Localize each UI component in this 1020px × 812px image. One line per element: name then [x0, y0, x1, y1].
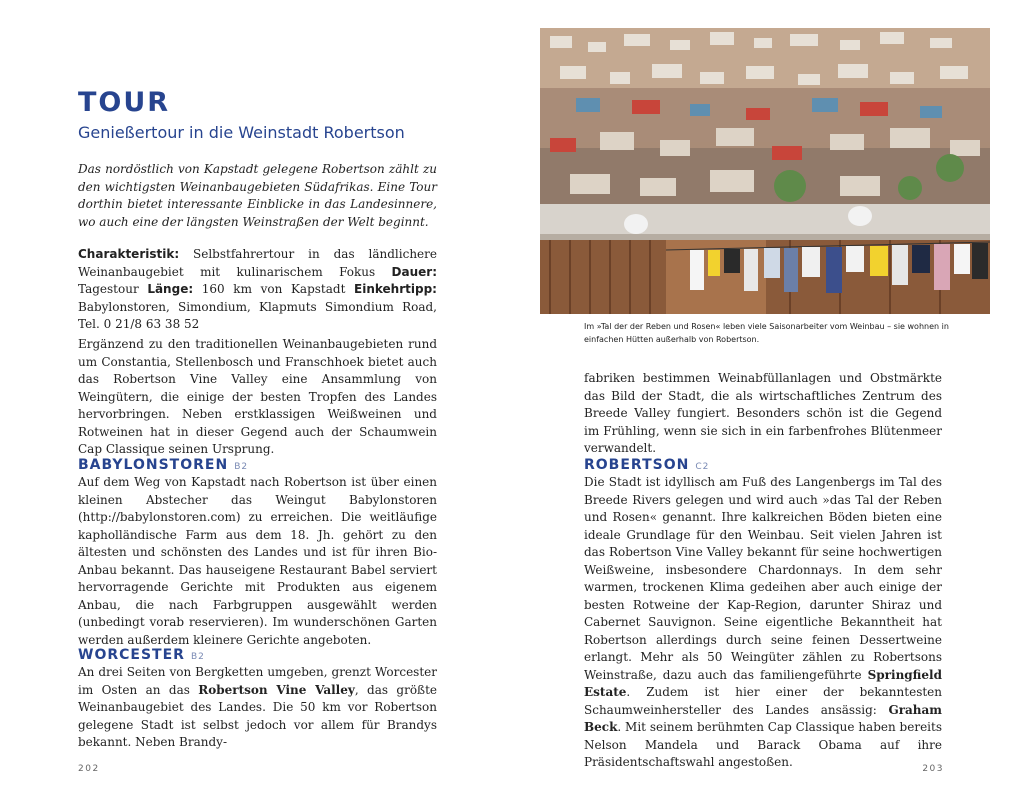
tour-title: Genießertour in die Weinstadt Robertson — [78, 123, 405, 142]
map-grid-ref: B2 — [190, 652, 205, 662]
intro-body-paragraph: Ergänzend zu den traditionellen Weinanbaugebieten rund um Constantia, Stellenbosch und Franschhoek bietet auch das Robertson Vine Valley eine Ansammlung von Weingütern, die einige der besten Tropfen des Landes hervorbringen. Neben erstklassigen Weißweinen und Rotweinen hat in dieser Gegend auch der Schaumwein Cap Classique seinen Ursprung. — [78, 337, 437, 456]
info-key-tip: Einkehrtipp: — [354, 282, 437, 296]
info-key-length: Länge: — [147, 282, 194, 296]
text-run: An drei Seiten von Bergketten umgeben, grenzt Worcester im Osten an das — [78, 665, 437, 697]
bold-place-name: Robertson Vine Valley — [198, 682, 355, 697]
photo-caption: Im »Tal der der Reben und Rosen« leben viele Saisonarbeiter vom Weinbau – sie wohnen in einfachen Hütten außerhalb von Robertson. — [584, 322, 949, 344]
info-key-duration: Dauer: — [391, 264, 437, 279]
info-value-length: 160 km von Kapstadt — [193, 282, 355, 296]
text-run: , das größte Weinanbaugebiet des Landes. Die 50 km vor Robertson gelegene Stadt ist selbst jedoch vor allem für Brandys bekannt. Neben Brandy- — [78, 682, 437, 749]
township-photo — [540, 28, 990, 314]
continued-paragraph: fabriken bestimmen Weinabfüllanlagen und Obstmärkte das Bild der Stadt, die als wirtschaftliches Zentrum des Breede Valley fungiert. Besonders schön ist die Gegend im Frühling, wenn sie sich in ein farbenfrohes Blütenmeer verwandelt. — [584, 371, 942, 455]
intro-paragraph: Das nordöstlich von Kapstadt gelegene Robertson zählt zu den wichtigsten Weinanbaugebieten Südafrikas. Eine Tour dorthin bietet interessante Einblicke in das Landesinnere, wo auch eine der längsten Weinstraßen der Welt beginnt. — [78, 162, 437, 229]
babylonstoren-text: Auf dem Weg von Kapstadt nach Robertson ist über einen kleinen Abstecher das Weingut Babylonstoren (http://babylonstoren.com) zu erreichen. Die weitläufige kapholländische Farm aus dem 18. Jh. gehört zu den ältesten und schönsten des Landes und ist für ihren Bio-Anbau bekannt. Das hauseigene Restaurant Babel serviert hervorragende Gerichte mit Produkten aus eigenem Anbau, die nach Farbgruppen ausgewählt werden (unbedingt vorab reservieren). Im wunderschönen Garten werden außerdem kleinere Gerichte angeboten. — [78, 475, 437, 647]
section-title: BABYLONSTOREN — [78, 457, 229, 473]
info-value-tip: Babylonstoren, Simondium, Klapmuts Simondium Road, Tel. 0 21/8 63 38 52 — [78, 299, 437, 331]
robertson-text — [584, 474, 942, 772]
text-run: . Mit seinem berühmten Cap Classique haben bereits Nelson Mandela und Barack Obama auf ihre Präsidentschaftswahl angestoßen. — [584, 720, 942, 769]
info-value-characteristic: Selbstfahrertour in das ländlichere Weinanbaugebiet mit kulinarischem Fokus — [78, 247, 437, 279]
section-heading-worcester — [78, 646, 205, 666]
page-number: 202 — [78, 764, 100, 774]
section-heading-robertson — [584, 456, 709, 476]
bold-estate-name: Graham Beck — [584, 702, 942, 734]
right-page — [510, 0, 1020, 812]
section-title: WORCESTER — [78, 647, 185, 663]
info-value-duration: Tagestour — [78, 282, 148, 296]
bold-estate-name: Springfield Estate — [584, 667, 942, 699]
tour-label: TOUR — [78, 87, 171, 118]
worcester-text — [78, 664, 437, 752]
info-key-characteristic: Charakteristik: — [78, 247, 180, 261]
tour-info — [78, 246, 437, 334]
section-heading-babylonstoren — [78, 456, 248, 476]
page-number: 203 — [922, 764, 944, 774]
section-title: ROBERTSON — [584, 457, 690, 473]
map-grid-ref: B2 — [234, 462, 249, 472]
text-run: . Zudem ist hier einer der bekanntesten Schaumweinhersteller des Landes ansässig: — [584, 685, 942, 717]
map-grid-ref: C2 — [695, 462, 710, 472]
text-run: Die Stadt ist idyllisch am Fuß des Langenbergs im Tal des Breede Rivers gelegen und wird auch »das Tal der Reben und Rosen« genannt. Ihre kalkreichen Böden bieten eine ideale Grundlage für den Weinbau. Seit vielen Jahren ist das Robertson Vine Valley bekannt für seine hochwertigen Weißweine, insbesondere Chardonnays. In dem sehr warmen, trockenen Klima gedeihen aber auch einige der besten Rotweine der Kap-Region, darunter Shiraz und Cabernet Sauvignon. Seine eigentliche Bekanntheit hat Robertson allerdings durch seine feinen Dessertweine erlangt. Mehr als 50 Weingüter zählen zu Robertsons Weinstraße, dazu auch das familiengeführte — [584, 475, 942, 682]
township-photo-illustration — [540, 28, 990, 314]
